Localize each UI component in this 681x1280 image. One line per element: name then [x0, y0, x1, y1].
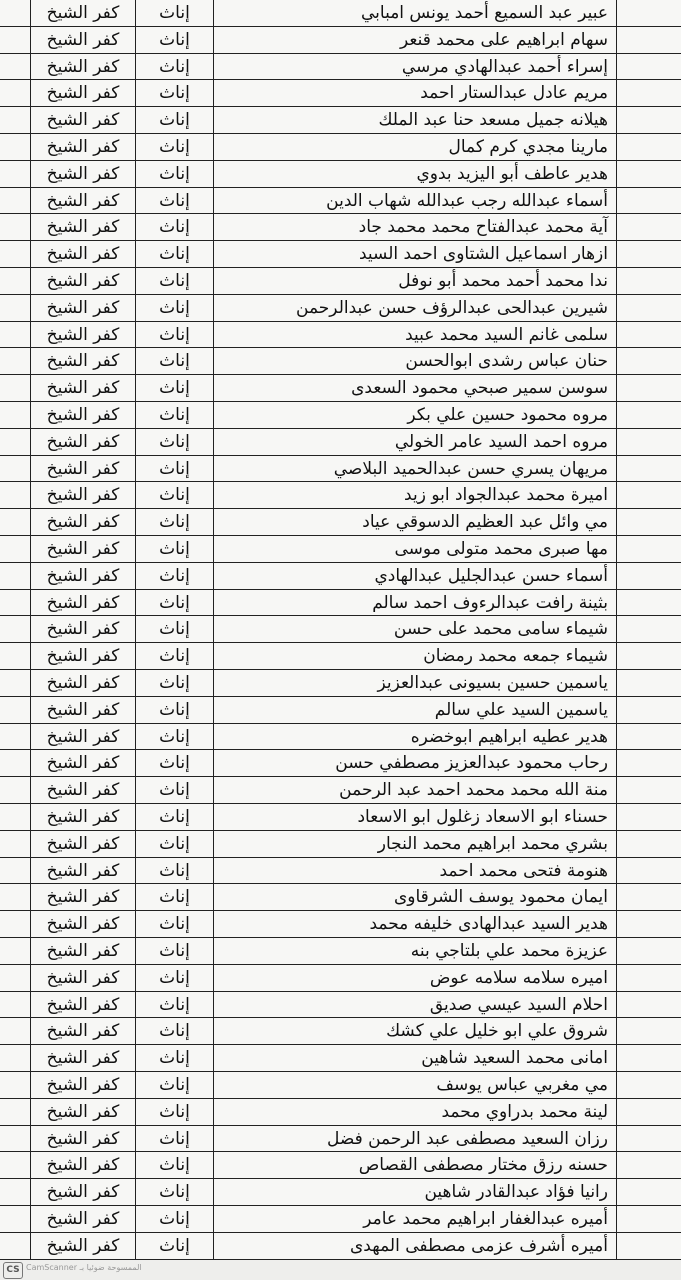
edge-cell — [0, 536, 30, 562]
governorate-cell: كفر الشيخ — [30, 107, 135, 133]
edge-cell — [0, 188, 30, 214]
table-row — [0, 134, 681, 161]
name-cell: أميره أشرف عزمى مصطفى المهدى — [213, 1233, 616, 1259]
edge-cell — [0, 670, 30, 696]
gender-cell: إناث — [135, 938, 213, 964]
index-cell — [616, 724, 681, 750]
edge-cell — [0, 375, 30, 401]
name-cell: ندا محمد أحمد محمد أبو نوفل — [213, 268, 616, 294]
name-cell: حسناء ابو الاسعاد زغلول ابو الاسعاد — [213, 804, 616, 830]
name-cell: مريهان يسري حسن عبدالحميد البلاصي — [213, 456, 616, 482]
name-cell: مها صبرى محمد متولى موسى — [213, 536, 616, 562]
edge-cell — [0, 563, 30, 589]
edge-cell — [0, 804, 30, 830]
edge-cell — [0, 1072, 30, 1098]
table-row — [0, 0, 681, 27]
table-row — [0, 161, 681, 188]
edge-cell — [0, 456, 30, 482]
edge-cell — [0, 268, 30, 294]
table-row — [0, 27, 681, 54]
name-cell: شروق علي ابو خليل علي كشك — [213, 1018, 616, 1044]
table-row — [0, 804, 681, 831]
index-cell — [616, 697, 681, 723]
edge-cell — [0, 643, 30, 669]
index-cell — [616, 804, 681, 830]
table-row — [0, 54, 681, 81]
name-cell: حنان عباس رشدى ابوالحسن — [213, 348, 616, 374]
edge-cell — [0, 482, 30, 508]
gender-cell: إناث — [135, 241, 213, 267]
gender-cell: إناث — [135, 911, 213, 937]
table-row — [0, 724, 681, 751]
gender-cell: إناث — [135, 1179, 213, 1205]
edge-cell — [0, 1099, 30, 1125]
edge-cell — [0, 1126, 30, 1152]
name-cell: منة الله محمد محمد احمد عبد الرحمن — [213, 777, 616, 803]
edge-cell — [0, 777, 30, 803]
edge-cell — [0, 1206, 30, 1232]
edge-cell — [0, 724, 30, 750]
index-cell — [616, 322, 681, 348]
name-cell: مارينا مجدي كرم كمال — [213, 134, 616, 160]
watermark-text: CamScanner الممسوحة ضوئيا بـ — [26, 1263, 142, 1272]
edge-cell — [0, 509, 30, 535]
gender-cell: إناث — [135, 27, 213, 53]
gender-cell: إناث — [135, 1126, 213, 1152]
table-row — [0, 616, 681, 643]
edge-cell — [0, 295, 30, 321]
index-cell — [616, 938, 681, 964]
index-cell — [616, 1099, 681, 1125]
name-cell: مي وائل عبد العظيم الدسوقي عياد — [213, 509, 616, 535]
table-row — [0, 322, 681, 349]
table-row — [0, 348, 681, 375]
index-cell — [616, 992, 681, 1018]
edge-cell — [0, 884, 30, 910]
governorate-cell: كفر الشيخ — [30, 134, 135, 160]
index-cell — [616, 1126, 681, 1152]
edge-cell — [0, 590, 30, 616]
table-row — [0, 1045, 681, 1072]
gender-cell: إناث — [135, 134, 213, 160]
edge-cell — [0, 831, 30, 857]
index-cell — [616, 1233, 681, 1259]
index-cell — [616, 777, 681, 803]
edge-cell — [0, 965, 30, 991]
index-cell — [616, 1018, 681, 1044]
index-cell — [616, 563, 681, 589]
governorate-cell: كفر الشيخ — [30, 643, 135, 669]
gender-cell: إناث — [135, 161, 213, 187]
table-row — [0, 777, 681, 804]
name-cell: ايمان محمود يوسف الشرقاوى — [213, 884, 616, 910]
governorate-cell: كفر الشيخ — [30, 938, 135, 964]
governorate-cell: كفر الشيخ — [30, 616, 135, 642]
table-row — [0, 938, 681, 965]
governorate-cell: كفر الشيخ — [30, 831, 135, 857]
table-row — [0, 1018, 681, 1045]
camscanner-logo: CS — [3, 1262, 23, 1279]
governorate-cell: كفر الشيخ — [30, 1072, 135, 1098]
name-cell: لينة محمد بدراوي محمد — [213, 1099, 616, 1125]
index-cell — [616, 241, 681, 267]
gender-cell: إناث — [135, 724, 213, 750]
index-cell — [616, 1072, 681, 1098]
governorate-cell: كفر الشيخ — [30, 214, 135, 240]
gender-cell: إناث — [135, 1152, 213, 1178]
edge-cell — [0, 697, 30, 723]
table-row — [0, 375, 681, 402]
gender-cell: إناث — [135, 54, 213, 80]
governorate-cell: كفر الشيخ — [30, 375, 135, 401]
table-row — [0, 80, 681, 107]
governorate-cell: كفر الشيخ — [30, 161, 135, 187]
scanner-watermark — [0, 1260, 681, 1280]
governorate-cell: كفر الشيخ — [30, 80, 135, 106]
index-cell — [616, 107, 681, 133]
gender-cell: إناث — [135, 509, 213, 535]
index-cell — [616, 643, 681, 669]
gender-cell: إناث — [135, 992, 213, 1018]
gender-cell: إناث — [135, 1233, 213, 1259]
gender-cell: إناث — [135, 750, 213, 776]
edge-cell — [0, 1045, 30, 1071]
table-row — [0, 1072, 681, 1099]
gender-cell: إناث — [135, 456, 213, 482]
gender-cell: إناث — [135, 429, 213, 455]
gender-cell: إناث — [135, 670, 213, 696]
index-cell — [616, 965, 681, 991]
table-row — [0, 1233, 681, 1260]
index-cell — [616, 161, 681, 187]
index-cell — [616, 0, 681, 26]
governorate-cell: كفر الشيخ — [30, 268, 135, 294]
governorate-cell: كفر الشيخ — [30, 590, 135, 616]
table-row — [0, 697, 681, 724]
index-cell — [616, 188, 681, 214]
name-cell: شيماء سامى محمد على حسن — [213, 616, 616, 642]
index-cell — [616, 456, 681, 482]
name-cell: ياسمين حسين بسيونى عبدالعزيز — [213, 670, 616, 696]
governorate-cell: كفر الشيخ — [30, 992, 135, 1018]
name-cell: سوسن سمير صبحي محمود السعدى — [213, 375, 616, 401]
name-cell: هدير السيد عبدالهادى خليفه محمد — [213, 911, 616, 937]
table-row — [0, 482, 681, 509]
edge-cell — [0, 80, 30, 106]
edge-cell — [0, 1179, 30, 1205]
gender-cell: إناث — [135, 0, 213, 26]
name-cell: سلمى غانم السيد محمد عبيد — [213, 322, 616, 348]
edge-cell — [0, 348, 30, 374]
name-cell: هدير عطيه ابراهيم ابوخضره — [213, 724, 616, 750]
gender-cell: إناث — [135, 375, 213, 401]
table-row — [0, 241, 681, 268]
name-cell: مروه محمود حسين علي بكر — [213, 402, 616, 428]
index-cell — [616, 134, 681, 160]
governorate-cell: كفر الشيخ — [30, 0, 135, 26]
gender-cell: إناث — [135, 80, 213, 106]
edge-cell — [0, 161, 30, 187]
governorate-cell: كفر الشيخ — [30, 429, 135, 455]
index-cell — [616, 911, 681, 937]
table-row — [0, 268, 681, 295]
index-cell — [616, 27, 681, 53]
table-row — [0, 831, 681, 858]
name-cell: ياسمين السيد علي سالم — [213, 697, 616, 723]
index-cell — [616, 884, 681, 910]
governorate-cell: كفر الشيخ — [30, 965, 135, 991]
table-row — [0, 670, 681, 697]
gender-cell: إناث — [135, 643, 213, 669]
gender-cell: إناث — [135, 1206, 213, 1232]
table-row — [0, 188, 681, 215]
name-cell: مي مغربي عباس يوسف — [213, 1072, 616, 1098]
table-row — [0, 402, 681, 429]
governorate-cell: كفر الشيخ — [30, 777, 135, 803]
name-cell: هنومة فتحى محمد احمد — [213, 858, 616, 884]
edge-cell — [0, 616, 30, 642]
governorate-cell: كفر الشيخ — [30, 1099, 135, 1125]
governorate-cell: كفر الشيخ — [30, 724, 135, 750]
table-row — [0, 107, 681, 134]
governorate-cell: كفر الشيخ — [30, 1179, 135, 1205]
edge-cell — [0, 911, 30, 937]
index-cell — [616, 348, 681, 374]
governorate-cell: كفر الشيخ — [30, 1045, 135, 1071]
gender-cell: إناث — [135, 777, 213, 803]
name-cell: مريم عادل عبدالستار احمد — [213, 80, 616, 106]
governorate-cell: كفر الشيخ — [30, 884, 135, 910]
governorate-cell: كفر الشيخ — [30, 402, 135, 428]
gender-cell: إناث — [135, 1099, 213, 1125]
name-cell: بشري محمد ابراهيم محمد النجار — [213, 831, 616, 857]
gender-cell: إناث — [135, 188, 213, 214]
index-cell — [616, 1152, 681, 1178]
index-cell — [616, 670, 681, 696]
name-cell: اميرة محمد عبدالجواد ابو زيد — [213, 482, 616, 508]
index-cell — [616, 54, 681, 80]
index-cell — [616, 402, 681, 428]
gender-cell: إناث — [135, 804, 213, 830]
edge-cell — [0, 1233, 30, 1259]
index-cell — [616, 214, 681, 240]
governorate-cell: كفر الشيخ — [30, 670, 135, 696]
name-cell: رزان السعيد مصطفى عبد الرحمن فضل — [213, 1126, 616, 1152]
name-cell: حسنه رزق مختار مصطفى القصاص — [213, 1152, 616, 1178]
name-cell: ازهار اسماعيل الشتاوى احمد السيد — [213, 241, 616, 267]
table-row — [0, 429, 681, 456]
governorate-cell: كفر الشيخ — [30, 188, 135, 214]
name-cell: هدير عاطف أبو اليزيد بدوي — [213, 161, 616, 187]
table-row — [0, 1206, 681, 1233]
index-cell — [616, 1045, 681, 1071]
name-cell: رانيا فؤاد عبدالقادر شاهين — [213, 1179, 616, 1205]
governorate-cell: كفر الشيخ — [30, 563, 135, 589]
gender-cell: إناث — [135, 482, 213, 508]
table-row — [0, 643, 681, 670]
name-cell: عبير عبد السميع أحمد يونس امبابي — [213, 0, 616, 26]
edge-cell — [0, 322, 30, 348]
governorate-cell: كفر الشيخ — [30, 750, 135, 776]
governorate-cell: كفر الشيخ — [30, 295, 135, 321]
name-cell: اميره سلامه سلامه عوض — [213, 965, 616, 991]
table-row — [0, 992, 681, 1019]
name-cell: بثينة رافت عبدالرءوف احمد سالم — [213, 590, 616, 616]
name-cell: مروه احمد السيد عامر الخولي — [213, 429, 616, 455]
gender-cell: إناث — [135, 697, 213, 723]
governorate-cell: كفر الشيخ — [30, 858, 135, 884]
index-cell — [616, 429, 681, 455]
edge-cell — [0, 241, 30, 267]
edge-cell — [0, 107, 30, 133]
governorate-cell: كفر الشيخ — [30, 1206, 135, 1232]
name-cell: آية محمد عبدالفتاح محمد محمد جاد — [213, 214, 616, 240]
gender-cell: إناث — [135, 1045, 213, 1071]
edge-cell — [0, 429, 30, 455]
governorate-cell: كفر الشيخ — [30, 536, 135, 562]
edge-cell — [0, 54, 30, 80]
index-cell — [616, 858, 681, 884]
gender-cell: إناث — [135, 1072, 213, 1098]
name-cell: أسماء حسن عبدالجليل عبدالهادي — [213, 563, 616, 589]
governorate-cell: كفر الشيخ — [30, 241, 135, 267]
gender-cell: إناث — [135, 348, 213, 374]
table-row — [0, 1179, 681, 1206]
governorate-cell: كفر الشيخ — [30, 911, 135, 937]
index-cell — [616, 590, 681, 616]
index-cell — [616, 616, 681, 642]
index-cell — [616, 831, 681, 857]
gender-cell: إناث — [135, 322, 213, 348]
index-cell — [616, 536, 681, 562]
gender-cell: إناث — [135, 214, 213, 240]
name-cell: سهام ابراهيم على محمد قنعر — [213, 27, 616, 53]
governorate-cell: كفر الشيخ — [30, 1233, 135, 1259]
table-row — [0, 536, 681, 563]
gender-cell: إناث — [135, 831, 213, 857]
table-row — [0, 563, 681, 590]
edge-cell — [0, 0, 30, 26]
edge-cell — [0, 992, 30, 1018]
edge-cell — [0, 750, 30, 776]
governorate-cell: كفر الشيخ — [30, 1126, 135, 1152]
governorate-cell: كفر الشيخ — [30, 697, 135, 723]
index-cell — [616, 482, 681, 508]
table-row — [0, 1152, 681, 1179]
name-cell: رحاب محمود عبدالعزيز مصطفي حسن — [213, 750, 616, 776]
table-row — [0, 750, 681, 777]
name-cell: شيماء جمعه محمد رمضان — [213, 643, 616, 669]
table-row — [0, 214, 681, 241]
table-row — [0, 884, 681, 911]
governorate-cell: كفر الشيخ — [30, 348, 135, 374]
gender-cell: إناث — [135, 268, 213, 294]
table-row — [0, 1126, 681, 1153]
edge-cell — [0, 134, 30, 160]
governorate-cell: كفر الشيخ — [30, 804, 135, 830]
governorate-cell: كفر الشيخ — [30, 54, 135, 80]
table-row — [0, 295, 681, 322]
governorate-cell: كفر الشيخ — [30, 456, 135, 482]
name-cell: إسراء أحمد عبدالهادي مرسي — [213, 54, 616, 80]
index-cell — [616, 375, 681, 401]
table-row — [0, 965, 681, 992]
index-cell — [616, 750, 681, 776]
name-cell: أسماء عبدالله رجب عبدالله شهاب الدين — [213, 188, 616, 214]
index-cell — [616, 80, 681, 106]
gender-cell: إناث — [135, 965, 213, 991]
name-cell: عزيزة محمد علي بلتاجي بنه — [213, 938, 616, 964]
edge-cell — [0, 1152, 30, 1178]
edge-cell — [0, 938, 30, 964]
index-cell — [616, 509, 681, 535]
table-row — [0, 1099, 681, 1126]
governorate-cell: كفر الشيخ — [30, 509, 135, 535]
governorate-cell: كفر الشيخ — [30, 1018, 135, 1044]
name-cell: أميره عبدالغفار ابراهيم محمد عامر — [213, 1206, 616, 1232]
table-row — [0, 456, 681, 483]
edge-cell — [0, 402, 30, 428]
gender-cell: إناث — [135, 563, 213, 589]
name-cell: احلام السيد عيسي صديق — [213, 992, 616, 1018]
edge-cell — [0, 27, 30, 53]
table-row — [0, 590, 681, 617]
name-cell: شيرين عبدالحى عبدالرؤف حسن عبدالرحمن — [213, 295, 616, 321]
gender-cell: إناث — [135, 107, 213, 133]
gender-cell: إناث — [135, 616, 213, 642]
gender-cell: إناث — [135, 536, 213, 562]
gender-cell: إناث — [135, 1018, 213, 1044]
governorate-cell: كفر الشيخ — [30, 1152, 135, 1178]
index-cell — [616, 268, 681, 294]
gender-cell: إناث — [135, 295, 213, 321]
governorate-cell: كفر الشيخ — [30, 27, 135, 53]
governorate-cell: كفر الشيخ — [30, 322, 135, 348]
table-row — [0, 858, 681, 885]
table-row — [0, 911, 681, 938]
edge-cell — [0, 858, 30, 884]
governorate-cell: كفر الشيخ — [30, 482, 135, 508]
edge-cell — [0, 214, 30, 240]
edge-cell — [0, 1018, 30, 1044]
table-row — [0, 509, 681, 536]
name-cell: هيلانه جميل مسعد حنا عبد الملك — [213, 107, 616, 133]
index-cell — [616, 1206, 681, 1232]
gender-cell: إناث — [135, 590, 213, 616]
name-cell: امانى محمد السعيد شاهين — [213, 1045, 616, 1071]
gender-cell: إناث — [135, 402, 213, 428]
index-cell — [616, 295, 681, 321]
index-cell — [616, 1179, 681, 1205]
gender-cell: إناث — [135, 884, 213, 910]
gender-cell: إناث — [135, 858, 213, 884]
